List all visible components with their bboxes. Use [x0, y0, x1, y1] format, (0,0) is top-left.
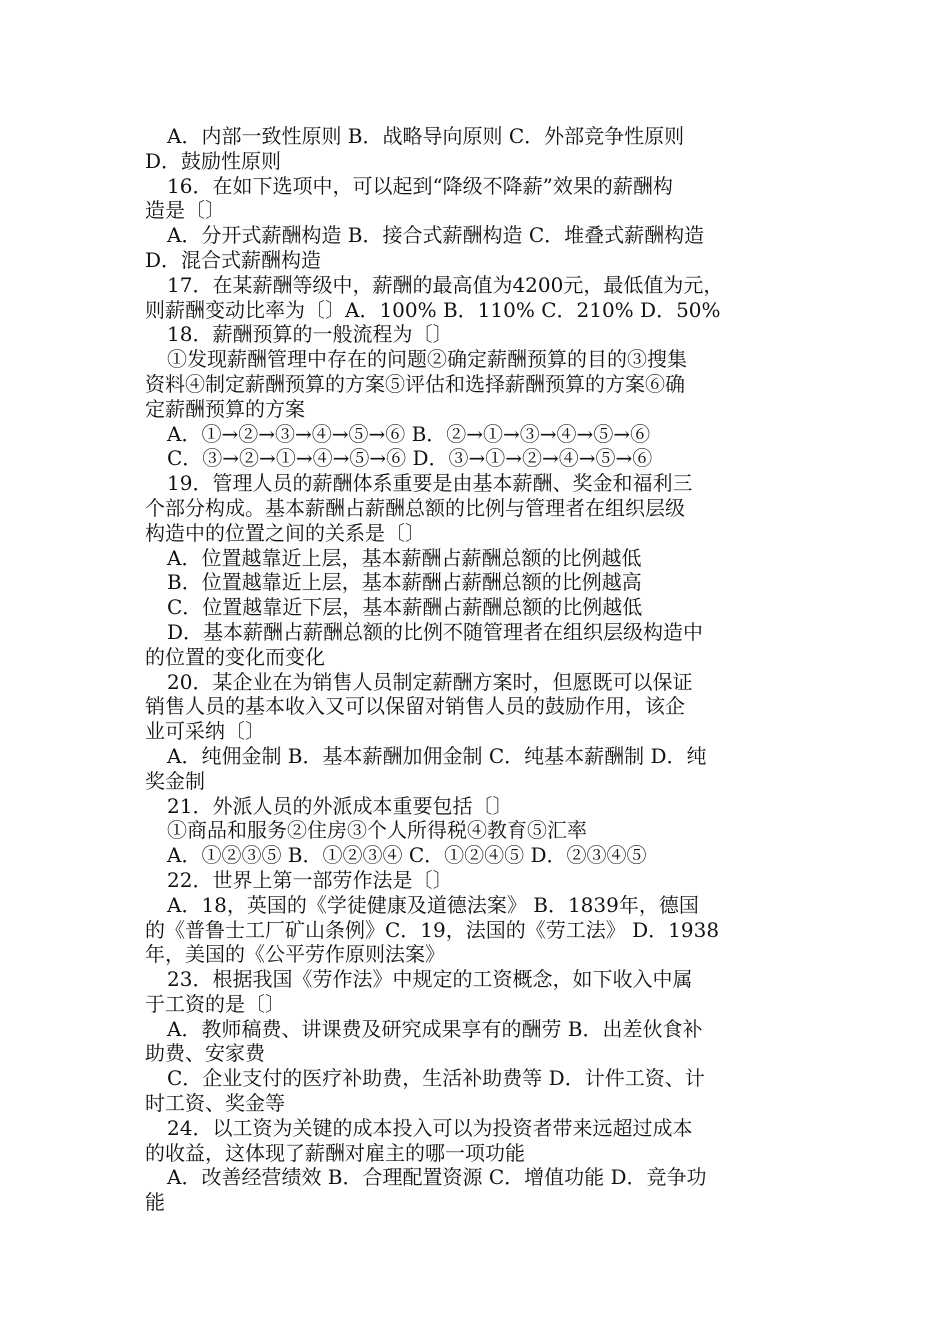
- text-line: D．混合式薪酬构造: [145, 247, 322, 272]
- text-line: A．纯佣金制 B．基本薪酬加佣金制 C．纯基本薪酬制 D．纯: [167, 743, 707, 768]
- text-line: 24．以工资为关键的成本投入可以为投资者带来远超过成本: [167, 1115, 693, 1140]
- text-line: 于工资的是〔〕: [145, 991, 285, 1016]
- text-line: 的收益，这体现了薪酬对雇主的哪一项功能: [145, 1140, 525, 1165]
- text-line: 17．在某薪酬等级中，薪酬的最高值为4200元，最低值为元，: [167, 272, 724, 297]
- text-line: A．改善经营绩效 B．合理配置资源 C．增值功能 D．竞争功: [167, 1165, 707, 1190]
- text-line: 业可采纳〔〕: [145, 719, 265, 744]
- text-line: ①商品和服务②住房③个人所得税④教育⑤汇率: [167, 818, 587, 843]
- text-line: 19．管理人员的薪酬体系重要是由基本薪酬、奖金和福利三: [167, 471, 693, 496]
- text-line: 21．外派人员的外派成本重要包括〔〕: [167, 793, 513, 818]
- text-line: A．教师稿费、讲课费及研究成果享有的酬劳 B．出差伙食补: [167, 1016, 703, 1041]
- text-line: 的《普鲁士工厂矿山条例》C．19，法国的《劳工法》 D．1938: [145, 917, 720, 942]
- text-line: 的位置的变化而变化: [145, 644, 325, 669]
- text-line: 资料④制定薪酬预算的方案⑤评估和选择薪酬预算的方案⑥确: [145, 371, 685, 396]
- text-line: A．内部一致性原则 B．战略导向原则 C．外部竞争性原则: [167, 124, 685, 148]
- text-line: 则薪酬变动比率为〔〕A．100% B．110% C．210% D．50%: [145, 297, 721, 322]
- text-line: 20．某企业在为销售人员制定薪酬方案时，但愿既可以保证: [167, 669, 693, 694]
- text-line: C．企业支付的医疗补助费，生活补助费等 D．计件工资、计: [167, 1066, 705, 1091]
- text-line: 奖金制: [145, 768, 205, 793]
- text-line: 22．世界上第一部劳作法是〔〕: [167, 867, 453, 892]
- text-line: 造是〔〕: [145, 198, 225, 223]
- text-line: 16．在如下选项中，可以起到“降级不降薪”效果的薪酬构: [167, 173, 673, 198]
- document-text-body: [145, 124, 805, 1215]
- text-line: 时工资、奖金等: [145, 1091, 285, 1116]
- text-line: A．①②③⑤ B．①②③④ C．①②④⑤ D．②③④⑤: [167, 843, 647, 868]
- text-line: 年，美国的《公平劳作原则法案》: [145, 942, 445, 967]
- text-line: 能: [145, 1190, 165, 1215]
- text-line: 个部分构成。基本薪酬占薪酬总额的比例与管理者在组织层级: [145, 495, 685, 520]
- text-line: D．基本薪酬占薪酬总额的比例不随管理者在组织层级构造中: [167, 619, 704, 644]
- text-line: D．鼓励性原则: [145, 148, 282, 173]
- text-line: C．位置越靠近下层，基本薪酬占薪酬总额的比例越低: [167, 595, 643, 620]
- text-line: A．分开式薪酬构造 B．接合式薪酬构造 C．堆叠式薪酬构造: [167, 223, 705, 248]
- text-line: 销售人员的基本收入又可以保留对销售人员的鼓励作用，该企: [145, 694, 685, 719]
- text-line: A．18，英国的《学徒健康及道德法案》 B．1839年，德国: [167, 892, 699, 917]
- text-line: 助费、安家费: [145, 1041, 265, 1066]
- text-line: C．③→②→①→④→⑤→⑥ D．③→①→②→④→⑤→⑥: [167, 446, 653, 471]
- text-line: 18．薪酬预算的一般流程为〔〕: [167, 322, 453, 347]
- text-line: A．①→②→③→④→⑤→⑥ B．②→①→③→④→⑤→⑥: [167, 421, 651, 446]
- text-line: A．位置越靠近上层，基本薪酬占薪酬总额的比例越低: [167, 545, 642, 570]
- text-line: 23．根据我国《劳作法》中规定的工资概念，如下收入中属: [167, 967, 693, 992]
- text-line: 构造中的位置之间的关系是〔〕: [145, 520, 425, 545]
- text-line: 定薪酬预算的方案: [145, 396, 305, 421]
- text-line: ①发现薪酬管理中存在的问题②确定薪酬预算的目的③搜集: [167, 347, 687, 372]
- text-line: B．位置越靠近上层，基本薪酬占薪酬总额的比例越高: [167, 570, 642, 595]
